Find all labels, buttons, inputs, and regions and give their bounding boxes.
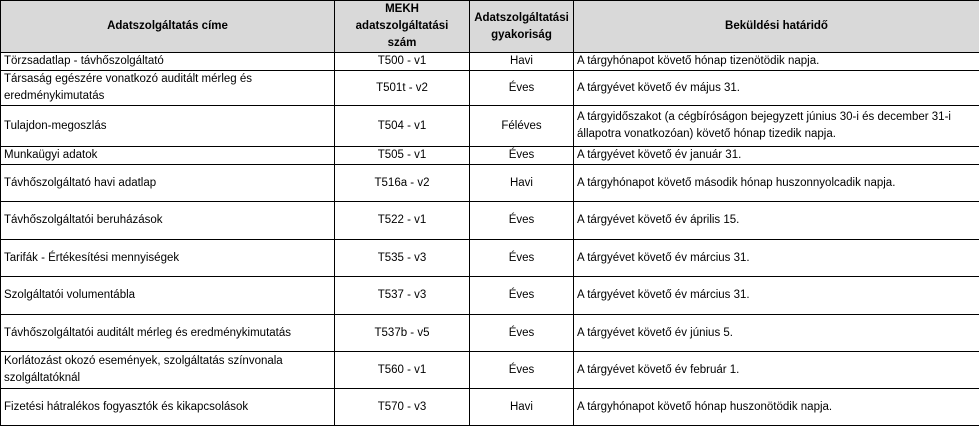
table-row: [1, 240, 979, 277]
cell-code: T504 - v1: [335, 106, 470, 147]
cell-title: Munkaügyi adatok: [1, 147, 335, 165]
cell-frequency: Éves: [470, 277, 574, 315]
cell-title: Távhőszolgáltatói auditált mérleg és eredménykimutatás: [1, 315, 335, 352]
table-row: [1, 71, 979, 106]
cell-code: T570 - v3: [335, 389, 470, 426]
header-code-line1: MEKH adatszolgáltatási: [338, 1, 466, 35]
header-row: [1, 1, 979, 53]
header-frequency-line1: Adatszolgáltatási: [473, 10, 570, 27]
cell-code: T560 - v1: [335, 352, 470, 389]
cell-frequency: Havi: [470, 53, 574, 71]
cell-title: Távhőszolgáltatói beruházások: [1, 202, 335, 240]
table-row: [1, 147, 979, 165]
cell-deadline: A tárgyévet követő év február 1.: [574, 352, 979, 389]
cell-frequency: Éves: [470, 202, 574, 240]
cell-title: Fizetési hátralékos fogyasztók és kikapcsolások: [1, 389, 335, 426]
cell-frequency: Havi: [470, 165, 574, 202]
table-row: [1, 106, 979, 147]
cell-title: Tulajdon-megoszlás: [1, 106, 335, 147]
cell-deadline: A tárgyévet követő év június 5.: [574, 315, 979, 352]
cell-frequency: Havi: [470, 389, 574, 426]
cell-code: T537b - v5: [335, 315, 470, 352]
table-row: [1, 202, 979, 240]
cell-code: T516a - v2: [335, 165, 470, 202]
table-row: [1, 53, 979, 71]
table-row: [1, 165, 979, 202]
header-frequency-line2: gyakoriság: [473, 27, 570, 44]
cell-code: T522 - v1: [335, 202, 470, 240]
cell-deadline: A tárgyidőszakot (a cégbíróságon bejegyzett június 30-i és december 31-i állapotra vonatkozóan) követő hónap tizedik napja.: [574, 106, 979, 147]
cell-deadline: A tárgyhónapot követő hónap huszonötödik napja.: [574, 389, 979, 426]
cell-code: T535 - v3: [335, 240, 470, 277]
cell-code: T505 - v1: [335, 147, 470, 165]
table-row: [1, 277, 979, 315]
cell-frequency: Éves: [470, 315, 574, 352]
cell-title: Társaság egészére vonatkozó auditált mérleg és eredménykimutatás: [1, 71, 335, 106]
cell-frequency: Féléves: [470, 106, 574, 147]
cell-deadline: A tárgyévet követő év március 31.: [574, 240, 979, 277]
header-code-line2: szám: [338, 35, 466, 52]
header-code: [335, 1, 470, 53]
cell-frequency: Éves: [470, 71, 574, 106]
header-frequency: [470, 1, 574, 53]
cell-title: Távhőszolgáltató havi adatlap: [1, 165, 335, 202]
cell-frequency: Éves: [470, 240, 574, 277]
cell-title: Törzsadatlap - távhőszolgáltató: [1, 53, 335, 71]
cell-deadline: A tárgyhónapot követő második hónap huszonnyolcadik napja.: [574, 165, 979, 202]
cell-deadline: A tárgyhónapot követő hónap tizenötödik napja.: [574, 53, 979, 71]
table-row: [1, 315, 979, 352]
cell-deadline: A tárgyévet követő év január 31.: [574, 147, 979, 165]
table-row: [1, 389, 979, 426]
cell-deadline: A tárgyévet követő év április 15.: [574, 202, 979, 240]
cell-deadline: A tárgyévet követő év március 31.: [574, 277, 979, 315]
header-title: Adatszolgáltatás címe: [1, 1, 335, 53]
cell-code: T501t - v2: [335, 71, 470, 106]
cell-frequency: Éves: [470, 147, 574, 165]
cell-title: Tarifák - Értékesítési mennyiségek: [1, 240, 335, 277]
cell-title: Szolgáltatói volumentábla: [1, 277, 335, 315]
cell-deadline: A tárgyévet követő év május 31.: [574, 71, 979, 106]
cell-code: T500 - v1: [335, 53, 470, 71]
cell-code: T537 - v3: [335, 277, 470, 315]
header-deadline: Beküldési határidő: [574, 1, 979, 53]
cell-frequency: Éves: [470, 352, 574, 389]
table-row: [1, 352, 979, 389]
cell-title: Korlátozást okozó események, szolgáltatás színvonala szolgáltatóknál: [1, 352, 335, 389]
